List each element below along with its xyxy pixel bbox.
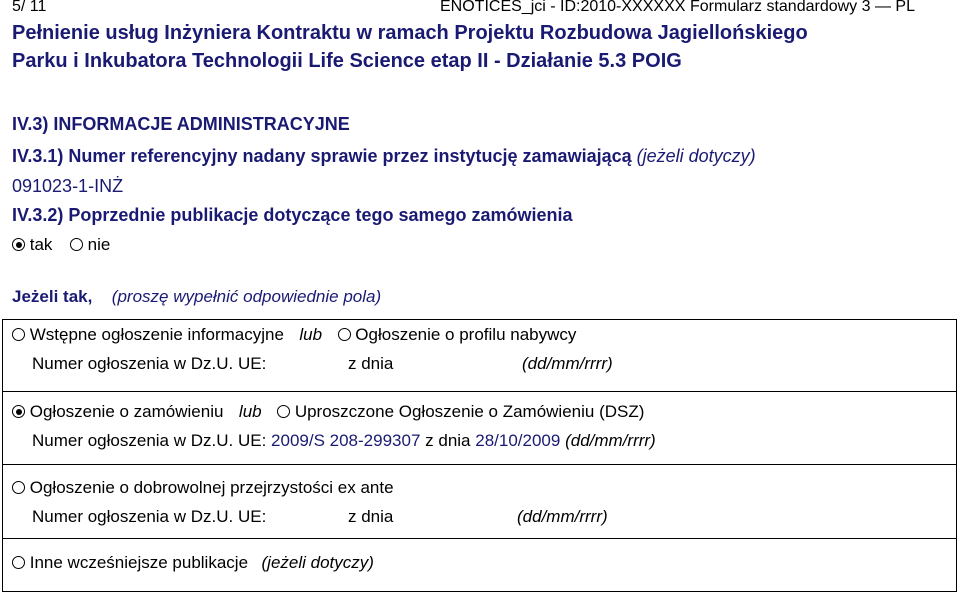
radio-buyer-profile-icon[interactable]	[338, 328, 351, 341]
box4-options	[12, 553, 374, 573]
box1-date-label: z dnia	[348, 354, 394, 373]
box-ex-ante	[2, 464, 957, 539]
other-publications-note: (jeżeli dotyczy)	[261, 553, 374, 572]
box1-date-format: (dd/mm/rrrr)	[522, 354, 613, 373]
box3-date-format: (dd/mm/rrrr)	[517, 507, 608, 526]
box1-options	[12, 325, 576, 345]
radio-no-icon[interactable]	[70, 238, 83, 251]
ex-ante-label: Ogłoszenie o dobrowolnej przejrzystości ex ante	[29, 478, 394, 497]
if-yes-line	[12, 287, 381, 307]
if-yes-label: Jeżeli tak,	[12, 287, 93, 306]
previous-publications-options	[12, 235, 110, 255]
notice-id: ENOTICES_jci - ID:2010-XXXXXX	[440, 0, 686, 15]
or-label: lub	[299, 325, 323, 344]
contract-notice-label: Ogłoszenie o zamówieniu	[29, 402, 224, 421]
box3-date-label: z dnia	[348, 507, 394, 526]
box2-number-label: Numer ogłoszenia w Dz.U. UE:	[32, 431, 267, 450]
radio-ex-ante-icon[interactable]	[12, 481, 25, 494]
box2-number-value: 2009/S 208-299307	[271, 431, 421, 450]
if-yes-note: (proszę wypełnić odpowiednie pola)	[111, 287, 382, 306]
box2-options	[12, 402, 644, 422]
other-publications-label: Inne wcześniejsze publikacje	[29, 553, 249, 572]
notice-title-line1: Pełnienie usług Inżyniera Kontraktu w ramach Projektu Rozbudowa Jagiellońskiego	[12, 22, 808, 44]
or-label: lub	[238, 402, 262, 421]
radio-prior-information-icon[interactable]	[12, 328, 25, 341]
page-number: 5/ 11	[12, 0, 47, 15]
form-label: Formularz standardowy 3	[690, 0, 871, 15]
prior-information-label: Wstępne ogłoszenie informacyjne	[29, 325, 284, 344]
simplified-notice-label: Uproszczone Ogłoszenie o Zamówieniu (DSZ)	[294, 402, 645, 421]
box2-date-label: z dnia	[425, 431, 471, 450]
box2-date-format: (dd/mm/rrrr)	[565, 431, 656, 450]
lang-code: PL	[895, 0, 915, 15]
radio-yes-icon[interactable]	[12, 238, 25, 251]
box1-number-label: Numer ogłoszenia w Dz.U. UE:	[32, 354, 267, 373]
radio-yes-label: tak	[29, 235, 53, 254]
previous-publications-label: IV.3.2) Poprzednie publikacje dotyczące tego samego zamówienia	[12, 205, 573, 225]
reference-number-question	[12, 146, 756, 167]
reference-number-label: IV.3.1) Numer referencyjny nadany sprawie przez instytucję zamawiającą	[12, 146, 632, 166]
reference-number-value: 091023-1-INŻ	[12, 176, 124, 196]
radio-contract-notice-icon[interactable]	[12, 405, 25, 418]
box2-date-value: 28/10/2009	[475, 431, 561, 450]
section-heading: IV.3) INFORMACJE ADMINISTRACYJNE	[12, 114, 350, 134]
box3-number-label: Numer ogłoszenia w Dz.U. UE:	[32, 507, 267, 526]
form-name	[690, 0, 915, 16]
reference-number-note: (jeżeli dotyczy)	[636, 146, 756, 166]
lang-separator: —	[874, 0, 891, 15]
notice-title-line2: Parku i Inkubatora Technologii Life Science etap II - Działanie 5.3 POIG	[12, 50, 682, 72]
radio-no-label: nie	[87, 235, 111, 254]
box3-options	[12, 478, 394, 498]
box2-number-line	[32, 431, 656, 451]
radio-simplified-notice-icon[interactable]	[277, 405, 290, 418]
radio-other-publications-icon[interactable]	[12, 556, 25, 569]
buyer-profile-label: Ogłoszenie o profilu nabywcy	[355, 325, 577, 344]
